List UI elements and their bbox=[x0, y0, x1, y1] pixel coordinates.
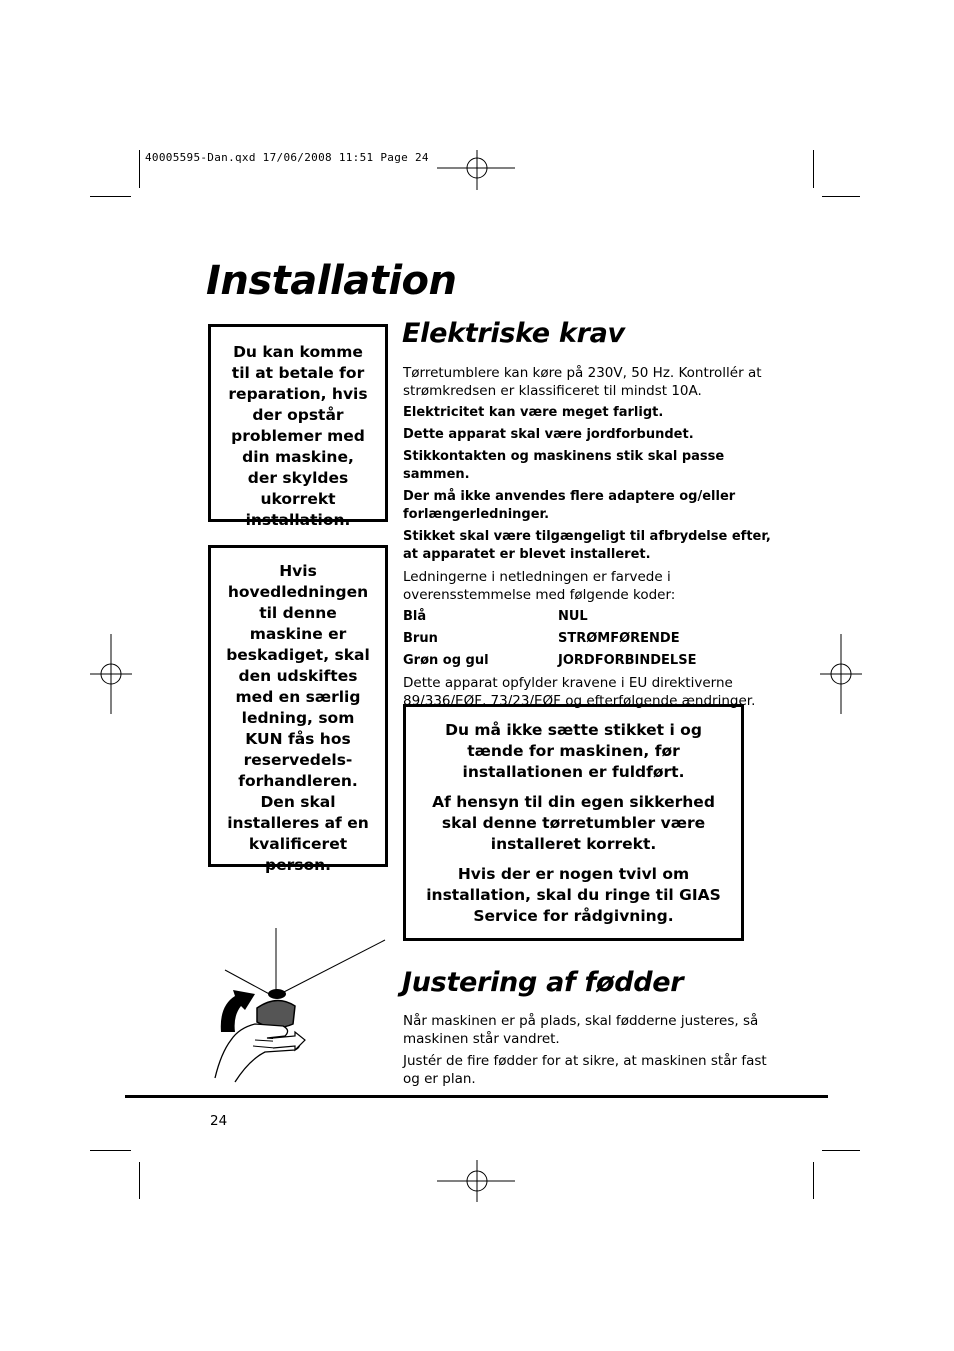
bold-line: Stikkontakten og maskinens stik skal passe sammen. bbox=[403, 449, 725, 482]
feet-body bbox=[403, 1012, 773, 1092]
eu-directive-text: Dette apparat opfylder kravene i EU direktiverne 89/336/EØF, 73/23/EØF og efterfølgende ændringer. bbox=[403, 675, 756, 709]
code-color: Blå bbox=[403, 609, 427, 624]
warning-box-cost bbox=[208, 324, 388, 529]
electrical-intro: Tørretumblere kan køre på 230V, 50 Hz. Kontrollér at strømkredsen er klassificeret til mindst 10A. bbox=[403, 365, 762, 399]
warning-text: Hvis hovedledningen til denne maskine er beskadiget, skal den udskiftes med en særlig ledning, som KUN fås hos reservedels-forhandleren. Den skal installeres af en kvalificeret person. bbox=[226, 562, 370, 874]
bold-line: Der må ikke anvendes flere adaptere og/eller forlængerledninger. bbox=[403, 489, 736, 522]
code-meaning: NUL bbox=[558, 609, 588, 624]
bold-line: Elektricitet kan være meget farligt. bbox=[403, 405, 664, 420]
feet-paragraph: Når maskinen er på plads, skal fødderne justeres, så maskinen står vandret. bbox=[403, 1013, 759, 1047]
notice-text: Du må ikke sætte stikket i og tænde for maskinen, før installationen er fuldført. bbox=[445, 721, 702, 781]
page-number: 24 bbox=[210, 1113, 228, 1129]
code-meaning: STRØMFØRENDE bbox=[558, 631, 680, 646]
bold-line: Stikket skal være tilgængeligt til afbrydelse efter, at apparatet er blevet installeret. bbox=[403, 529, 771, 562]
notice-text: Af hensyn til din egen sikkerhed skal denne tørretumbler være installeret korrekt. bbox=[432, 793, 715, 853]
electrical-body bbox=[403, 364, 773, 714]
code-row bbox=[403, 630, 773, 648]
registration-mark-bottom bbox=[437, 1160, 517, 1202]
registration-mark-top bbox=[437, 150, 517, 190]
registration-mark-right bbox=[820, 634, 862, 714]
code-color: Grøn og gul bbox=[403, 653, 489, 668]
warning-box-cable bbox=[208, 545, 388, 874]
footer-rule bbox=[125, 1095, 828, 1098]
section-heading-electrical: Elektriske krav bbox=[402, 318, 625, 349]
warning-text: Du kan komme til at betale for reparation, hvis der opstår problemer med din maskine, der skyldes ukorrekt installation. bbox=[228, 343, 368, 529]
feet-paragraph: Justér de fire fødder for at sikre, at maskinen står fast og er plan. bbox=[403, 1053, 767, 1087]
printer-slug: 40005595-Dan.qxd 17/06/2008 11:51 Page 24 bbox=[145, 151, 429, 164]
notice-box-safety bbox=[403, 704, 744, 941]
registration-mark-left bbox=[90, 634, 132, 714]
code-meaning: JORDFORBINDELSE bbox=[558, 653, 697, 668]
section-heading-feet: Justering af fødder bbox=[402, 967, 684, 998]
codes-intro: Ledningerne i netledningen er farvede i overensstemmelse med følgende koder: bbox=[403, 569, 676, 603]
bold-line: Dette apparat skal være jordforbundet. bbox=[403, 427, 694, 442]
notice-text: Hvis der er nogen tvivl om installation, skal du ringe til GIAS Service for rådgivning. bbox=[426, 865, 721, 925]
code-row bbox=[403, 652, 773, 670]
code-color: Brun bbox=[403, 631, 438, 646]
page-title: Installation bbox=[206, 258, 457, 304]
foot-adjustment-illustration bbox=[205, 928, 387, 1084]
code-row bbox=[403, 608, 773, 626]
